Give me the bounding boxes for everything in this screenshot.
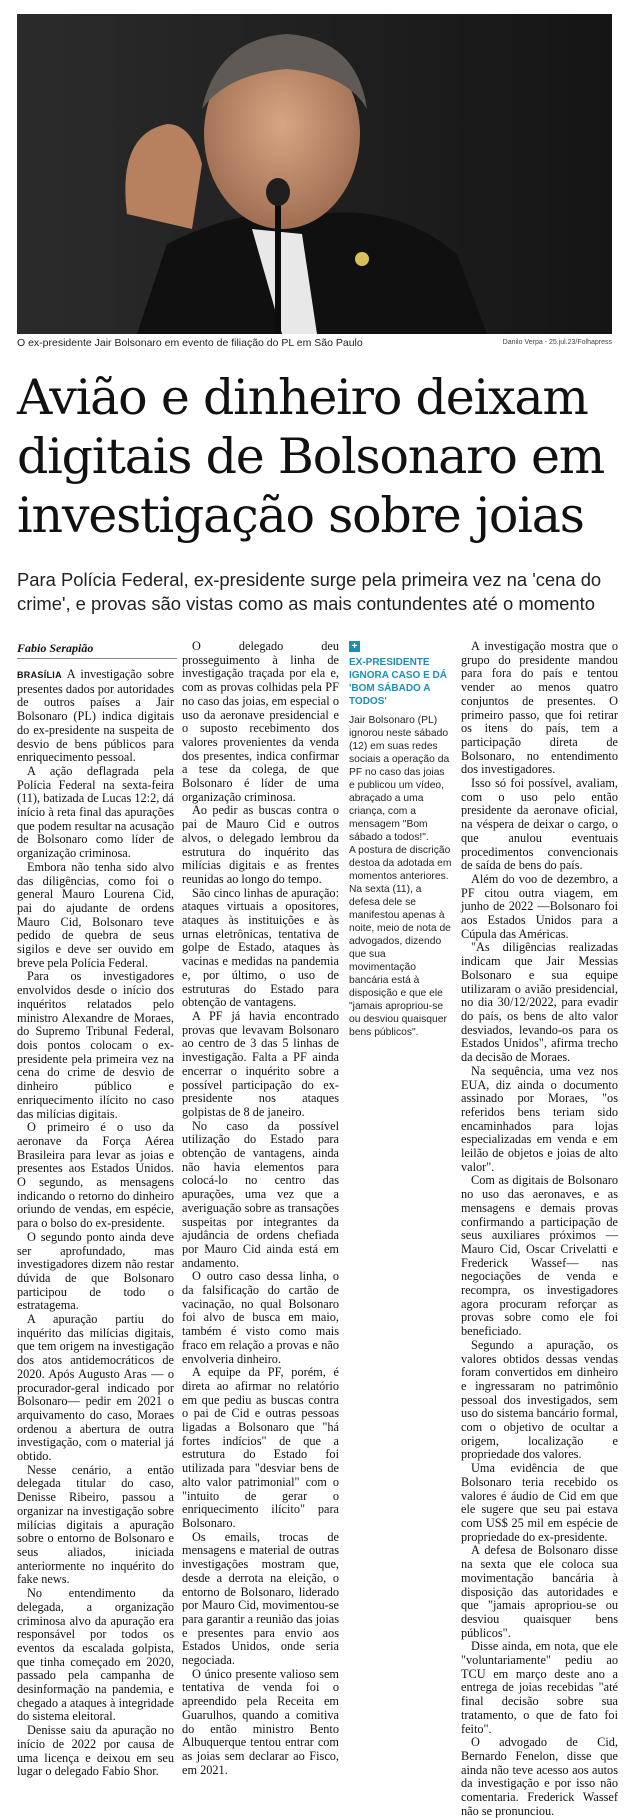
paragraph: A investigação mostra que o grupo do presidente mandou para fora do país e tentou vender ao menos quatro conjuntos de presentes. O primeiro passo, que foi retirar os itens do país, tem a participação direta de Bolsonaro, no entendimento dos investigadores. (461, 639, 618, 777)
paragraph: O delegado deu prosseguimento à linha de investigação traçada por ela e, com as provas colhidas pela PF no caso das joias, em especial o uso da aeronave presidencial e o suposto recebimento dos valores provenientes da venda dos presentes, indica confirmar a tese da colega, de que Bolsonaro é líder de uma organização criminosa. (182, 639, 339, 804)
paragraph: Com as digitais de Bolsonaro no uso das aeronaves, e as mensagens e demais provas confirmando a participação de seus auxiliares próximos — Mauro Cid, Oscar Crivelatti e Frederick Wassef— nas negociações de venda e recompra, os investigadores agora procuram reforçar as provas sobre como ele foi beneficiado. (461, 1173, 618, 1339)
plus-icon: + (349, 641, 360, 652)
paragraph: No entendimento da delegada, a organização criminosa alvo da apuração era responsável por todos os eventos da escalada golpista, que tinha começado em 2020, passado pela campanha de desinformação na pandemia, e chegado a ataques à integridade do sistema eleitoral. (17, 1586, 174, 1724)
headline-line: Avião e dinheiro deixam (17, 369, 588, 426)
sidebar-paragraph: A postura de discrição destoa da adotada em momentos anteriores. (349, 845, 452, 882)
paragraph: São cinco linhas de apuração: ataques virtuais a opositores, ataques às instituições e às urnas eletrônicas, tentativa de golpe de Estado, ataques às vacinas e medidas na pandemia e, por último, o uso de estruturas do Estado para obtenção de vantagens. (182, 885, 339, 1010)
dateline: BRASÍLIA (17, 670, 62, 680)
article-column-4 (461, 640, 618, 1818)
headline-line: investigação sobre joias (17, 487, 584, 544)
subheadline (17, 568, 617, 616)
photo-caption (17, 336, 612, 350)
sidebar-paragraph: Na sexta (11), a defesa dele se manifestou apenas à noite, meio de nota de advogados, dizendo que sua movimentação bancária está à disposição e que ele "jamais apropriou-se ou desviou quaisquer bens públicos". (349, 884, 451, 1038)
paragraph: Os emails, trocas de mensagens e material de outras investigações mostram que, desde a derrota na eleição, o entorno de Bolsonaro, liderado por Mauro Cid, movimentou-se para garantir a reunião das joias e presentes para envio aos Estados Unidos, onde seria negociada. (182, 1529, 339, 1668)
paragraph: A equipe da PF, porém, é direta ao afirmar no relatório em que pediu as buscas contra o pai de Cid e outras pessoas ligadas a Bolsonaro que "há fortes indícios" de que a estrutura do Estado foi utilizada para "desviar bens de alto valor patrimonial" com o "intuito de gerar o enriquecimento ilícito" para Bolsonaro. (182, 1365, 339, 1530)
paragraph: O primeiro é o uso da aeronave da Força Aérea Brasileira para levar as joias e presentes aos Estados Unidos. O segundo, as mensagens indicando o retorno do dinheiro oriundo de vendas, em espécie, para o bolso do ex-presidente. (17, 1120, 174, 1231)
article-column-1 (17, 668, 174, 1779)
headline-line: digitais de Bolsonaro em (17, 428, 605, 485)
paragraph: Para os investigadores envolvidos desde o início dos inquéritos relatados pelo ministro Alexandre de Moraes, do Supremo Tribunal Federal, dois pontos colocam o ex-presidente pela primeira vez na cena do crime de desvio de dinheiro público e enriquecimento ilícito no caso das milícias digitais. (17, 969, 174, 1121)
subhead-line: Para Polícia Federal, ex-presidente surge pela primeira vez na 'cena do (17, 569, 602, 590)
paragraph: A ação deflagrada pela Polícia Federal na sexta-feira (11), batizada de Lucas 12:2, dá início à reta final das apurações que podem resultar na acusação de Bolsonaro como líder de organização criminosa. (17, 763, 174, 861)
paragraph: Além do voo de dezembro, a PF citou outra viagem, em junho de 2022 —Bolsonaro foi aos Estados Unidos para a Cúpula das Américas. (461, 871, 618, 941)
paragraph: A PF já havia encontrado provas que levavam Bolsonaro ao centro de 3 das 5 linhas de investigação. Falta a PF ainda encerrar o inquérito sobre a possível participação do ex-presidente nos ataques golpistas de 8 de janeiro. (182, 1008, 339, 1119)
paragraph: Disse ainda, em nota, que ele "voluntariamente" pediu ao TCU em março deste ano a entrega de joias recebidas "até final decisão sobre sua tratamento, o que de fato foi feito". (461, 1639, 618, 1736)
paragraph: Embora não tenha sido alvo das diligências, como foi o general Mauro Lourena Cid, pai do ajudante de ordens Mauro Cid, Bolsonaro teve pedido de quebra de seus sigilos e deve ser ouvido em breve pela Polícia Federal. (17, 859, 174, 970)
caption-text: O ex-presidente Jair Bolsonaro em evento de filiação do PL em São Paulo (17, 337, 363, 349)
sidebar-paragraph: Jair Bolsonaro (PL) ignorou neste sábado (12) em suas redes sociais a operação da PF no caso das joias e publicou um vídeo, abraçado a uma criança, com a mensagem "Bom sábado a todos!". (349, 715, 450, 843)
subhead-line: crime', e provas são vistas como as mais contundentes até o momento (17, 593, 595, 614)
paragraph: A apuração partiu do inquérito das milícias digitais, que tem origem na investigação dos atos antidemocráticos de 2020. Após Augusto Aras — o procurador-geral indicado por Bolsonaro— pedir em 2021 o arquivamento do caso, Moraes ordenou a abertura de outra investigação, com o material já obtido. (17, 1312, 174, 1464)
paragraph: O outro caso dessa linha, o da falsificação do cartão de vacinação, no qual Bolsonaro foi alvo de busca em maio, também é visto como mais fraco em relação a provas e não envolveria dinheiro. (182, 1269, 339, 1366)
sidebar-box-title: EX-PRESIDENTE IGNORA CASO E DÁ 'BOM SÁBADO A TODOS' (349, 657, 447, 707)
photo-credit: Danilo Verpa - 25.jul.23/Folhapress (502, 339, 612, 346)
paragraph: Isso só foi possível, avaliam, com o uso pelo então presidente da aeronave oficial, na véspera de deixar o cargo, o que anulou eventuais procedimentos convencionais de saída de bens do país. (461, 776, 618, 873)
paragraph: O segundo ponto ainda deve ser aprofundado, mas investigadores dizem não restar dúvida de que Bolsonaro participou de todo o estratagema. (17, 1229, 174, 1313)
paragraph: O único presente valioso sem tentativa de venda foi o apreendido pela Receita em Guarulhos, quando a comitiva do então ministro Bento Albuquerque tentou entrar com as joias sem declarar ao Fisco, em 2021. (182, 1666, 339, 1777)
paragraph: O advogado de Cid, Bernardo Fenelon, disse que ainda não teve acesso aos autos da investigação e por isso não comentaria. Frederick Wassef não se pronunciou. (461, 1735, 618, 1818)
paragraph: Ao pedir as buscas contra o pai de Mauro Cid e outros alvos, o delegado lembrou da estrutura do inquérito das milícias digitais e as frentes reunidas ao longo do tempo. (182, 803, 339, 886)
byline-divider (17, 658, 177, 659)
paragraph: Denisse saiu da apuração no início de 2022 por causa de uma licença e deixou em seu lugar o delegado Fabio Shor. (17, 1723, 174, 1779)
paragraph: No caso da possível utilização do Estado para obtenção de vantagens, ainda não havia elementos para colocá-lo no centro das apurações, uma vez que a averiguação sobre as transações suspeitas por integrantes da ajudância de ordens chefiada por Mauro Cid ainda está em andamento. (182, 1118, 339, 1270)
photo (17, 14, 612, 334)
paragraph: A defesa de Bolsonaro disse na sexta que ele coloca sua movimentação bancária à disposição das autoridades e que "jamais apropriou-se ou desviou quaisquer bens públicos". (461, 1543, 618, 1640)
article-column-2 (182, 640, 339, 1777)
paragraph: Uma evidência de que Bolsonaro teria recebido os valores é áudio de Cid em que ele sugere que seu pai estava com US$ 25 mil em espécie de propriedade do ex-presidente. (461, 1461, 618, 1544)
sidebar-box-body (349, 714, 452, 1039)
paragraph: Na sequência, uma vez nos EUA, diz ainda o documento assinado por Moraes, "os referidos bens teriam sido encaminhados para lojas especializadas em venda e em leilão de objetos e joias de alto valor". (461, 1063, 618, 1174)
sidebar-box (349, 641, 452, 1039)
headline (17, 368, 617, 545)
paragraph: "As diligências realizadas indicam que Jair Messias Bolsonaro e sua equipe utilizaram o avião presidencial, no dia 30/12/2022, para evadir do país, os bens de alto valor desviados, levando-os para os Estados Unidos", afirma trecho da decisão de Moraes. (461, 940, 618, 1065)
paragraph: BRASÍLIA A investigação sobre presentes dados por autoridades de outros países a Jair Bolsonaro (PL) indica digitais do ex-presidente na suspeita de desvio de bens públicos para enriquecimento pessoal. (17, 667, 174, 765)
paragraph: Segundo a apuração, os valores obtidos dessas vendas foram convertidos em dinheiro e ingressaram no patrimônio pessoal dos investigados, sem uso do sistema bancário formal, com o objetivo de ocultar a origem, localização e propriedade dos valores. (461, 1337, 618, 1462)
paragraph: Nesse cenário, a então delegada titular do caso, Denisse Ribeiro, passou a organizar na investigação sobre milícias digitais a apuração sobre o entorno de Bolsonaro e seus aliados, iniciada anteriormente no inquérito do fake news. (17, 1462, 174, 1587)
byline: Fabio Serapião (17, 641, 94, 655)
